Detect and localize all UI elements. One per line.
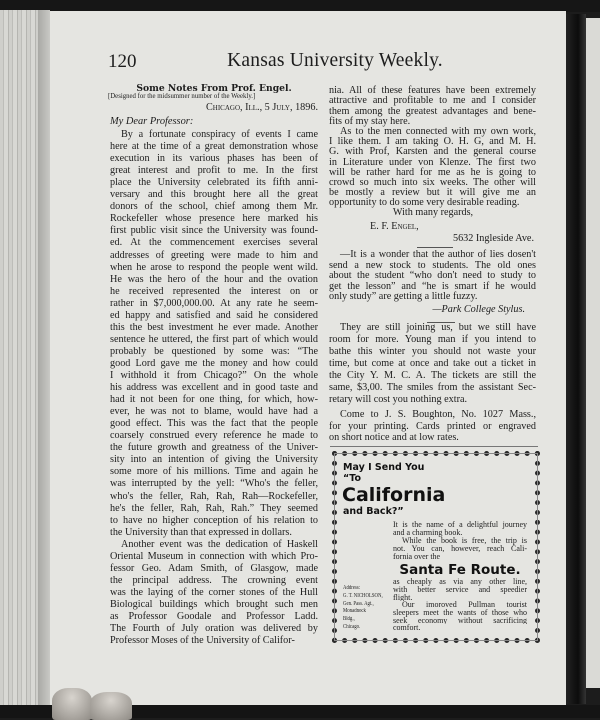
paragraph-line: rather in $7,000,000.00. At any rate he seem- [110, 297, 318, 309]
paragraph-line: fits of my stay here. [329, 115, 411, 127]
paragraph-line: probably be questioned by some was: “The [110, 345, 318, 357]
ad-text-line: not. You can, however, reach Cali- [393, 544, 527, 553]
paragraph-line: ed. At the commencement exercises several [110, 237, 318, 249]
ad-address-line: Chicago. [343, 624, 361, 630]
paragraph-line: only study” are getting a little fuzzy. [329, 291, 478, 302]
book-gutter [566, 14, 586, 704]
binding-shadow [38, 10, 50, 710]
paragraph-line: Rockefeller whose presence here marked his [110, 213, 318, 225]
paragraph-line: his address was excellent and in good taste and [110, 382, 318, 394]
paragraph-line: sity into an intention of giving the University [110, 454, 318, 466]
ad-text-line: It is the name of a delightful journey [393, 521, 527, 529]
paragraph-line: The Fourth of July oration was delivered by [110, 623, 318, 635]
paragraph-line: fessor Geo. Adam Smith, of Glasgow, made [110, 562, 318, 574]
paragraph-line: Come to J. S. Boughton, No. 1027 Mass., [340, 409, 536, 420]
paragraph-line: this the best investment he ever made. Another [110, 321, 318, 333]
paragraph-line: time, but come at once and take out a ticket in [329, 358, 536, 369]
paragraph-line: get the lesson” and “he is smart if he would [329, 280, 536, 292]
paragraph-line: retary will cost you nothing extra. [329, 394, 468, 405]
divider [330, 446, 538, 447]
paragraph-line: place the University celebrated its fifth anni- [110, 177, 318, 189]
paragraph-line: good Lord gave me the money and how could [110, 357, 318, 369]
paragraph-line: was the laying of the corner stones of the Hull [110, 586, 318, 598]
ad-text-line: fornia over the [393, 552, 441, 561]
paragraph-line: about the student “who don't need to study to [329, 270, 536, 281]
paragraph-line: first public visit since the University was found- [110, 225, 318, 237]
page-number: 120 [108, 51, 137, 72]
ad-address-line: Monadnock [343, 608, 366, 615]
ad-line1: May I Send You [343, 462, 425, 473]
ad-headline: California [342, 484, 446, 506]
paragraph-line: the City Y. M. C. A. The tickets are still the [329, 370, 536, 381]
paragraph-line: on short notice and at low rates. [329, 432, 459, 444]
letter-address: 5632 Ingleside Ave. [452, 233, 534, 244]
page-title: Kansas University Weekly. [227, 50, 443, 71]
paragraph-line: nia. All of these features have been extremely [329, 85, 536, 96]
ad-text-line: as cheaply as via any other line, [393, 578, 527, 586]
paragraph-line: I withhold it from Chicago?” On the whole [110, 370, 318, 381]
paragraph-line: he received represented the interest on or [110, 285, 318, 297]
paragraph-line: ever, he was not to blame, would have had a [110, 406, 318, 418]
paragraph-line: Biological buildings which brought such men [110, 598, 318, 610]
paragraph-line: as Professor Goodale and Professor Ladd. [110, 611, 318, 622]
paragraph-line: who's the feller, Rah, Rah, Rah—Rockefeller, [110, 490, 318, 502]
paragraph-line: Professor Moses of the University of Califor- [110, 635, 295, 647]
finger-right [90, 692, 132, 720]
ad-line2: “To [343, 473, 361, 484]
paragraph-line: for your printing. Cards printed or engraved [329, 420, 536, 432]
paragraph-line: I like them. I am taking O. H. G, and M. H. [329, 136, 536, 148]
finger-left [52, 688, 92, 720]
paragraph-line: versary and this brought here all the great [110, 189, 318, 201]
paragraph-line: execution in its various phases has been of [110, 153, 318, 165]
paragraph-line: the principal address. The crowning event [110, 574, 318, 586]
paragraph-line: ed happy and satisfied and said he considered [110, 309, 318, 321]
paragraph-line: had it not been for one thing, for which, how- [110, 394, 318, 406]
paragraph-line: them among the greatest advantages and bene- [329, 105, 536, 117]
paragraph-line: to have no higher conception of his relation to [110, 514, 318, 526]
paragraph-line: opportunity to do some very desirable reading. [329, 197, 520, 209]
ad-text-line: with better service and speedier [393, 585, 527, 594]
paragraph-line: some more of his millions. Time and again he [110, 466, 318, 478]
facing-page-edge [586, 18, 600, 688]
ad-text-line: flight. [393, 593, 413, 602]
paragraph-line: room for more. Young man if you intend to [329, 334, 536, 345]
paragraph-line: sentence he uttered, the first part of which would [110, 333, 318, 345]
paragraph-line: when he arose to respond the people went wild. [110, 261, 318, 273]
paragraph-line: attractive and profitable to me and I consider [329, 95, 536, 107]
paragraph-line: addresses of greeting were made to him and [110, 249, 318, 261]
article-heading: Some Notes From Prof. Engel. [136, 83, 292, 94]
divider [417, 247, 453, 248]
ad-address-line: Bldg., [343, 616, 355, 623]
paragraph-line: —It is a wonder that the author of lies dosen't [340, 249, 536, 260]
paragraph-line: By a fortunate conspiracy of events I came [121, 129, 318, 140]
paragraph-line: be mostly a review but it will give me an [329, 187, 536, 199]
paragraph-line: They are still joining us, but we still have [340, 322, 536, 333]
paragraph-line: great interest and profit to me. In the first [110, 165, 318, 177]
paragraph-line: was interrupted by the yell: “Who's the feller, [110, 478, 318, 490]
paragraph-line: in Literature under von Klenze. The first two [329, 156, 536, 168]
paragraph-line: donors of the school, chief among them Mr. [110, 201, 318, 213]
paragraph-line: Another event was the dedication of Haskell [121, 538, 318, 550]
ad-address-line: Address: [343, 585, 361, 591]
paragraph-line: G. with Prof, Karsten and the general course [329, 146, 536, 158]
item-source: —Park College Stylus. [432, 304, 525, 315]
paragraph-line: crowd so much into six weeks. The other will [329, 177, 536, 188]
paragraph-line: bathe this winter you should not waste your [329, 346, 536, 357]
ad-text-line: and a charming book. [393, 528, 463, 537]
paragraph-line: Oriental Museum in connection with which Pro- [110, 550, 318, 562]
paragraph-line: will be rather hard for me as he is going to [329, 166, 536, 178]
paragraph-line: the University than that expressed in dollars. [110, 526, 292, 538]
ad-text-line: While the book is free, the trip is [402, 537, 527, 545]
paragraph-line: here at the time of a great demonstration whose [110, 141, 318, 153]
paragraph-line: he's the feller, Rah, Rah, Rah.” They seemed [110, 502, 318, 514]
ad-route: Santa Fe Route. [399, 562, 521, 578]
paragraph-line: send a new stock to students. The old ones [329, 259, 536, 271]
ad-address-line: Gen. Pass. Agt., [343, 600, 374, 607]
dateline: Chicago, Ill., 5 July, 1896. [205, 102, 318, 113]
ad-line3: and Back?” [343, 506, 404, 517]
ad-text-line: seek economy without sacrificing [393, 616, 527, 625]
article-note: [Designed for the midsummer number of the Weekly.] [108, 93, 256, 100]
paragraph-line: same, $3,00. The smiles from the assistant Sec- [329, 382, 536, 393]
ad-text-line: Our imoroved Pullman tourist [402, 601, 527, 609]
ad-text-line: comfort. [393, 624, 421, 633]
salutation: My Dear Professor: [110, 116, 194, 127]
letter-signature: E. F. Engel, [370, 221, 419, 232]
letter-closing: With many regards, [392, 207, 474, 218]
paragraph-line: good effect. This was the fact that the people [110, 418, 318, 430]
paragraph-line: the future growth and greatness of the Univer- [110, 442, 318, 454]
paragraph-line: coarsely construed every reference he made to [110, 430, 318, 442]
paragraph-line: As to the men connected with my own work, [340, 126, 536, 137]
ad-text-line: sleepers meet the wants of those who [393, 608, 527, 617]
paragraph-line: He was the hero of the hour and the ovation [110, 273, 318, 285]
ad-address-line: G. T. NICHOLSON, [343, 592, 383, 599]
